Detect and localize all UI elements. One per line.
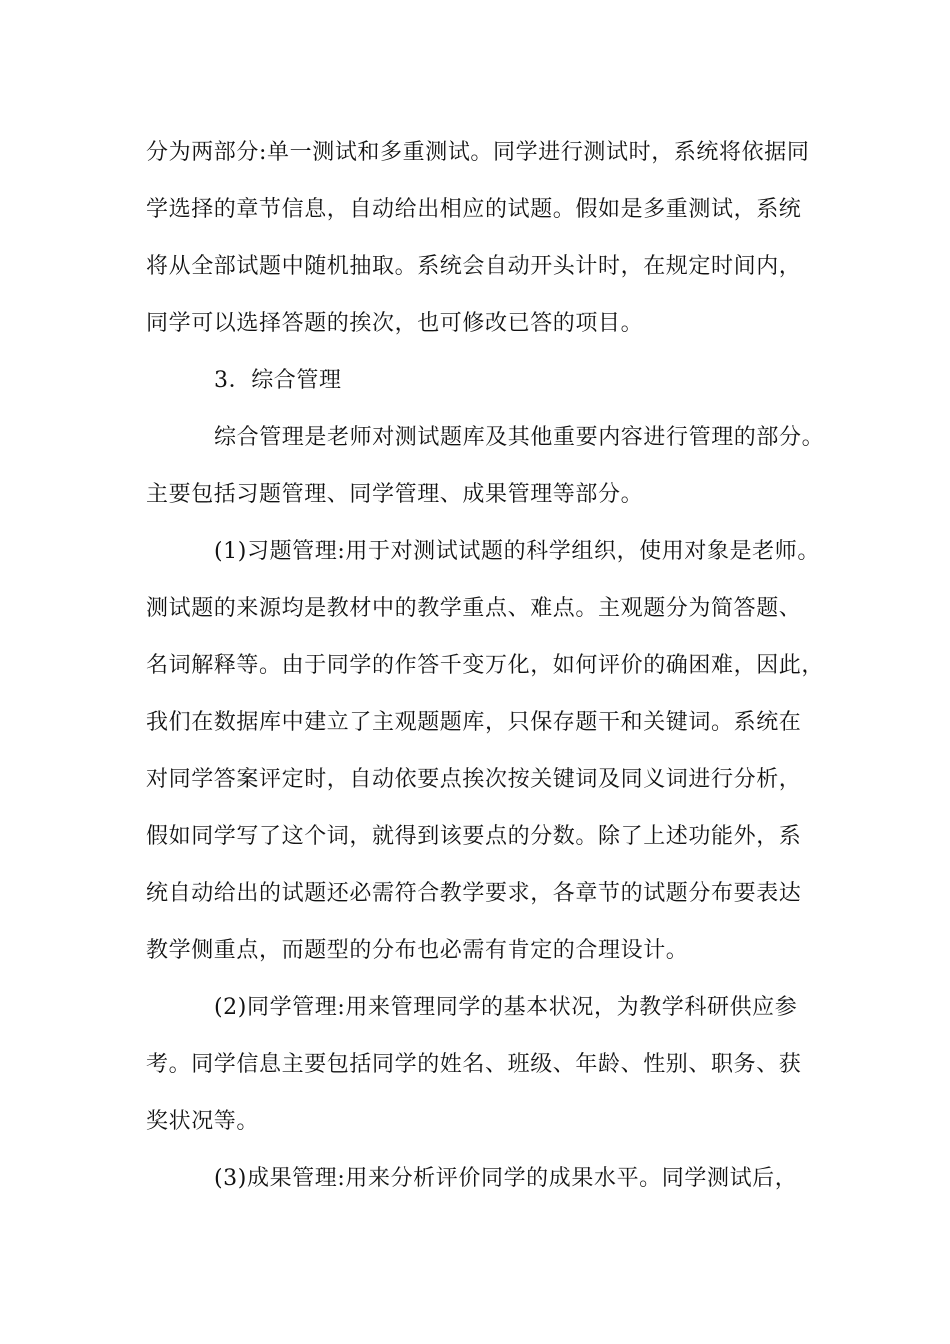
paragraph-line: 综合管理是老师对测试题库及其他重要内容进行管理的部分。	[214, 425, 825, 450]
paragraph-line: (1)习题管理:用于对测试试题的科学组织，使用对象是老师。	[214, 539, 820, 564]
paragraph-line: 教学侧重点，而题型的分布也必需有肯定的合理设计。	[146, 938, 689, 963]
paragraph-line: 我们在数据库中建立了主观题题库，只保存题干和关键词。系统在	[146, 710, 802, 735]
paragraph-line: (2)同学管理:用来管理同学的基本状况，为教学科研供应参	[214, 995, 798, 1020]
paragraph-line: 名词解释等。由于同学的作答千变万化，如何评价的确困难，因此，	[146, 653, 825, 678]
paragraph-line: (3)成果管理:用来分析评价同学的成果水平。同学测试后，	[214, 1166, 798, 1191]
paragraph-line: 测试题的来源均是教材中的教学重点、难点。主观题分为简答题、	[146, 596, 802, 621]
paragraph-line: 同学可以选择答题的挨次，也可修改已答的项目。	[146, 311, 644, 336]
paragraph-line: 奖状况等。	[146, 1109, 260, 1134]
paragraph-line: 假如同学写了这个词，就得到该要点的分数。除了上述功能外，系	[146, 824, 802, 849]
paragraph-line: 对同学答案评定时，自动依要点挨次按关键词及同义词进行分析，	[146, 767, 802, 792]
paragraph-line: 考。同学信息主要包括同学的姓名、班级、年龄、性别、职务、获	[146, 1052, 802, 1077]
paragraph-line: 分为两部分:单一测试和多重测试。同学进行测试时，系统将依据同	[146, 140, 810, 165]
paragraph-line: 主要包括习题管理、同学管理、成果管理等部分。	[146, 482, 644, 507]
paragraph-line: 将从全部试题中随机抽取。系统会自动开头计时，在规定时间内，	[146, 254, 802, 279]
section-heading: 3．综合管理	[214, 368, 342, 393]
paragraph-line: 统自动给出的试题还必需符合教学要求，各章节的试题分布要表达	[146, 881, 802, 906]
paragraph-line: 学选择的章节信息，自动给出相应的试题。假如是多重测试，系统	[146, 197, 802, 222]
